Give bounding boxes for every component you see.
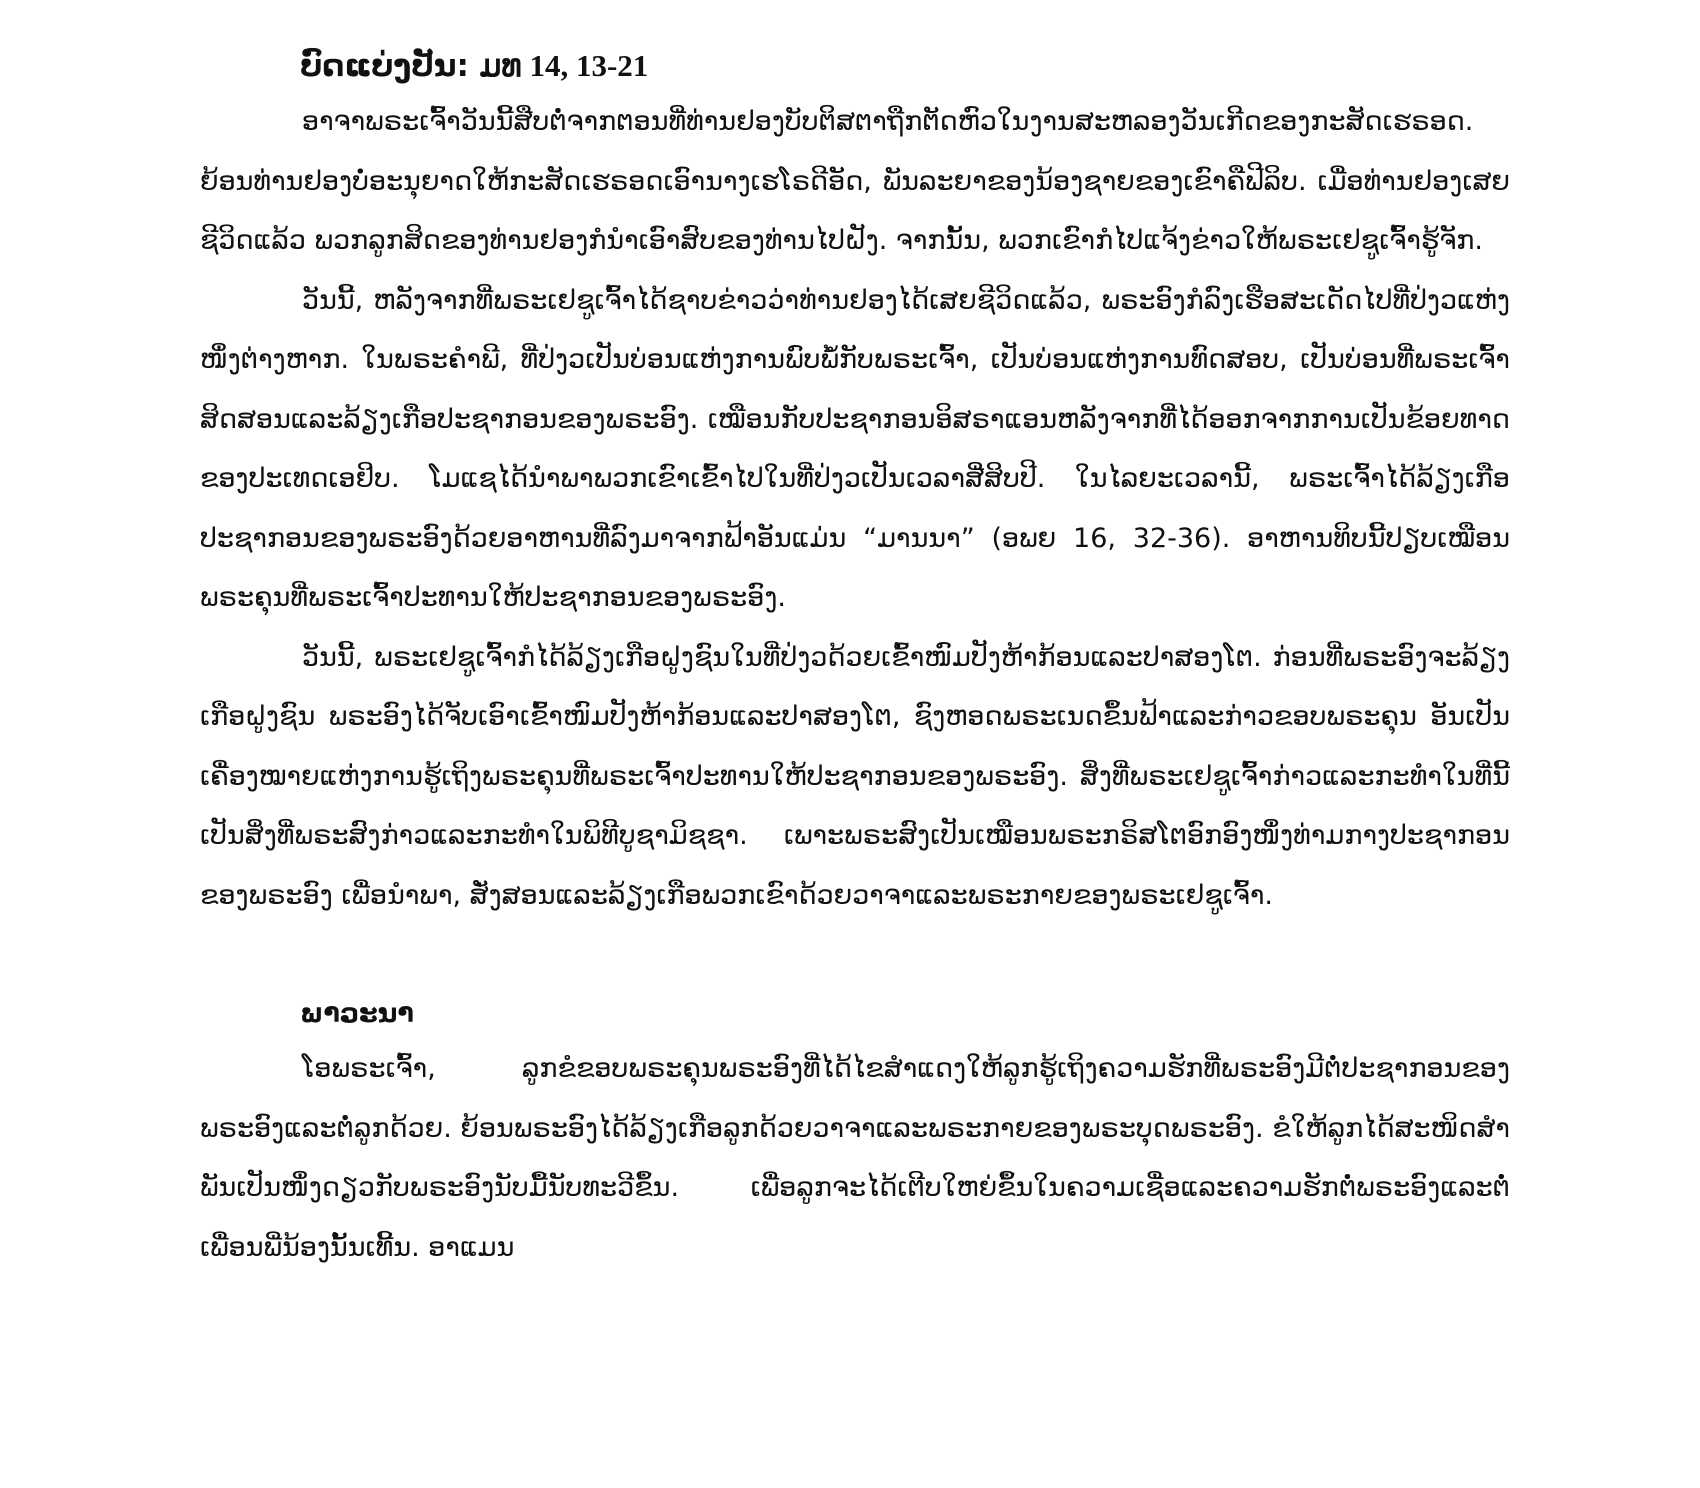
prayer-heading: ພາວະນາ [300, 998, 414, 1029]
scripture-reference: ມທ 14, 13-21 [479, 48, 649, 83]
document-page [200, 40, 1510, 1277]
paragraph-2: ວັນນີ້, ຫລັງຈາກທີ່ພຣະເຢຊູເຈົ້າໄດ້ຊາບຂ່າວວ່າທ່ານຢອງໄດ້ເສຍຊີວິດແລ້ວ, ພຣະອົງກໍລົງເຮືອສະເດັດໄປທີ່ປ່ງວແຫ່ງໜຶ່ງຕ່າງຫາກ. ໃນພຣະຄໍາພີ, ທີ່ປ່ງວເປັນບ່ອນແຫ່ງການພົບພໍ້ກັບພຣະເຈົ້າ, ເປັນບ່ອນແຫ່ງການທົດສອບ, ເປັນບ່ອນທີ່ພຣະເຈົ້າສິດສອນແລະລ້ຽງເກືອປະຊາກອນຂອງພຣະອົງ. ເໝືອນກັບປະຊາກອນອິສຣາແອນຫລັງຈາກທີ່ໄດ້ອອກຈາກການເປັນຂ້ອຍທາດຂອງປະເທດເອຢິບ. ໂມແຊໄດ້ນໍາພາພວກເຂົາເຂົ້າໄປໃນທີ່ປ່ງວເປັນເວລາສີ່ສິບປີ. ໃນໄລຍະເວລານີ້, ພຣະເຈົ້າໄດ້ລ້ຽງເກືອປະຊາກອນຂອງພຣະອົງດ້ວຍອາຫານທີ່ລົງມາຈາກຟ້າອັນແມ່ນ “ມານນາ” (ອພຍ 16, 32-36). ອາຫານທິບນີ້ປຽບເໝືອນພຣະຄຸນທີ່ພຣະເຈົ້າປະທານໃຫ້ປະຊາກອນຂອງພຣະອົງ. [200, 284, 1510, 613]
paragraph-1: ອາຈາພຣະເຈົ້າວັນນີ້ສືບຕໍ່ຈາກຕອນທີ່ທ່ານຢອງບັບຕິສຕາຖືກຕັດຫົວໃນງານສະຫລອງວັນເກີດຂອງກະສັດເຮຣອດ. ຍ້ອນທ່ານຢອງບໍ່ອະນຸຍາດໃຫ້ກະສັດເຮຣອດເອົານາງເຮໂຣດີອັດ, ພັນລະຍາຂອງນ້ອງຊາຍຂອງເຂົາຄືຟີລິບ. ເມື່ອທ່ານຢອງເສຍຊີວິດແລ້ວ ພວກລູກສິດຂອງທ່ານຢອງກໍນໍາເອົາສົບຂອງທ່ານໄປຝັງ. ຈາກນັ້ນ, ພວກເຂົາກໍໄປແຈ້ງຂ່າວໃຫ້ພຣະເຢຊູເຈົ້າຮູ້ຈັກ. [200, 106, 1510, 256]
page-title [200, 40, 1510, 92]
prayer-paragraph: ໂອພຣະເຈົ້າ, ລູກຂໍຂອບພຣະຄຸນພຣະອົງທີ່ໄດ້ໄຂສໍາແດງໃຫ້ລູກຮູ້ເຖິງຄວາມຮັກທີ່ພຣະອົງມີຕໍ່ປະຊາກອນຂອງພຣະອົງແລະຕໍ່ລູກດ້ວຍ. ຍ້ອນພຣະອົງໄດ້ລ້ຽງເກືອລູກດ້ວຍວາຈາແລະພຣະກາຍຂອງພຣະບຸດພຣະອົງ. ຂໍໃຫ້ລູກໄດ້ສະໜິດສໍາພັນເປັນໜຶ່ງດຽວກັບພຣະອົງນັບມື້ນັບທະວີຂຶ້ນ. ເພື່ອລູກຈະໄດ້ເຕີບໃຫຍ່ຂຶ້ນໃນຄວາມເຊື່ອແລະຄວາມຮັກຕໍ່ພຣະອົງແລະຕໍ່ເພື່ອນພີ່ນ້ອງນັ້ນເທີ້ນ. ອາແມນ [200, 1053, 1510, 1263]
title-label: ບົດແບ່ງປັນ: [300, 48, 469, 84]
section-spacer [200, 925, 1510, 989]
paragraph-3: ວັນນີ້, ພຣະເຢຊູເຈົ້າກໍໄດ້ລ້ຽງເກືອຝູງຊົນໃນທີ່ປ່ງວດ້ວຍເຂົ້າໜົມປັງຫ້າກ້ອນແລະປາສອງໂຕ. ກ່ອນທີ່ພຣະອົງຈະລ້ຽງເກືອຝູງຊົນ ພຣະອົງໄດ້ຈັບເອົາເຂົ້າໜົມປັງຫ້າກ້ອນແລະປາສອງໂຕ, ຊົງຫອດພຣະເນດຂຶ້ນຟ້າແລະກ່າວຂອບພຣະຄຸນ ອັນເປັນເຄື່ອງໝາຍແຫ່ງການຮູ້ເຖິງພຣະຄຸນທີ່ພຣະເຈົ້າປະທານໃຫ້ປະຊາກອນຂອງພຣະອົງ. ສິ່ງທີ່ພຣະເຢຊູເຈົ້າກ່າວແລະກະທໍາໃນທີ່ນີ້ ເປັນສິ່ງທີ່ພຣະສົງກ່າວແລະກະທໍາໃນພິທີບູຊາມິຊຊາ. ເພາະພຣະສົງເປັນເໝືອນພຣະກຣິສໂຕອົກອົງໜຶ່ງທ່າມກາງປະຊາກອນຂອງພຣະອົງ ເພື່ອນໍາພາ, ສັ່ງສອນແລະລ້ຽງເກືອພວກເຂົາດ້ວຍວາຈາແລະພຣະກາຍຂອງພຣະເຢຊູເຈົ້າ. [200, 641, 1510, 911]
